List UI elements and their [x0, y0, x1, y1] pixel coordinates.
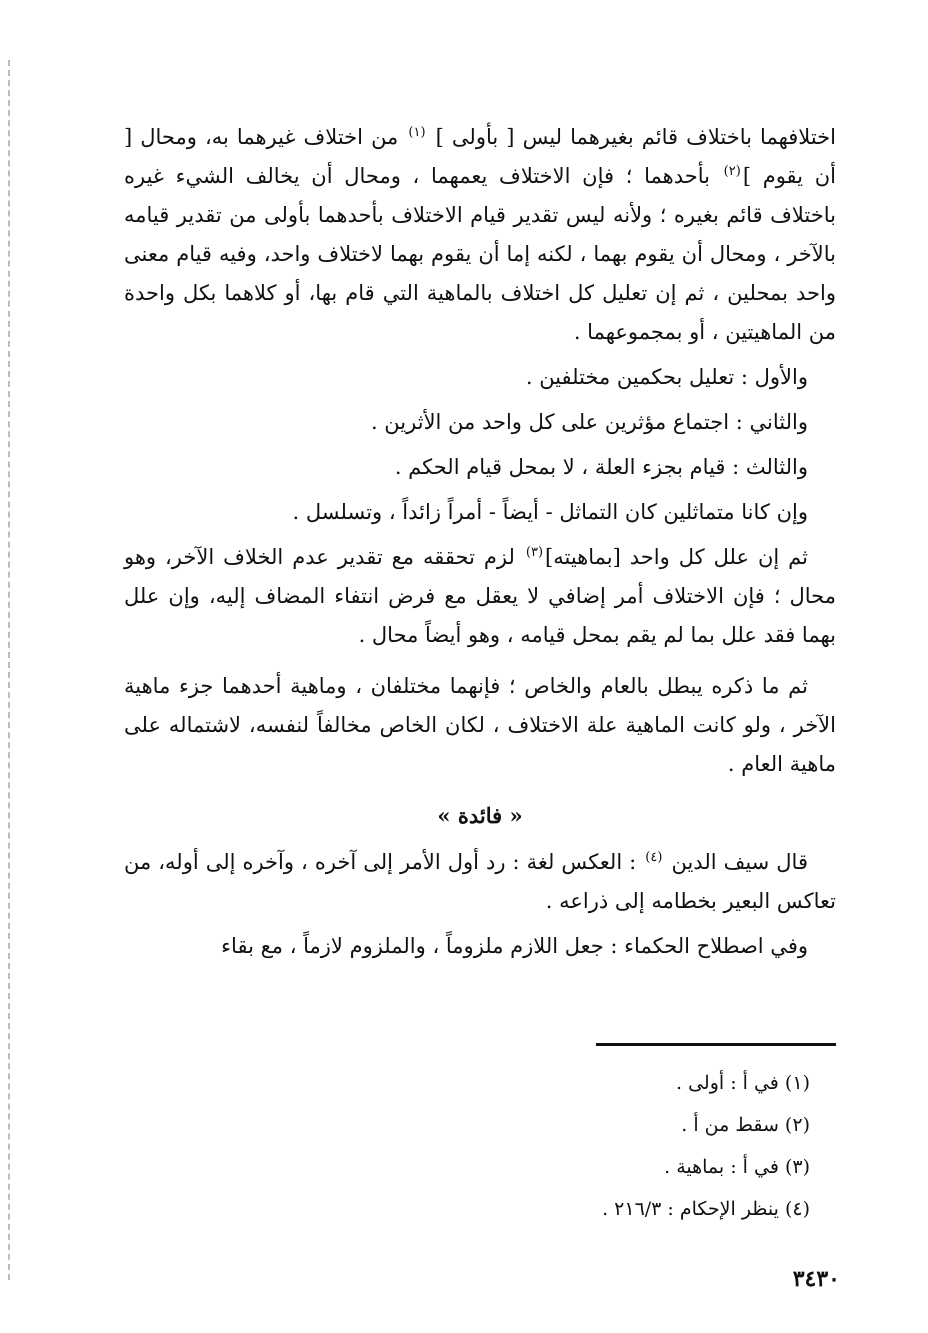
footnote-ref-1[interactable]: (١)	[408, 125, 426, 140]
scan-edge-mark	[8, 60, 10, 1280]
footnote-ref-4[interactable]: (٤)	[645, 850, 663, 865]
paragraph-1-part-b: من اختلاف غيرهما به، ومحال [ أن يقوم ]	[124, 125, 836, 188]
page-number: ٣٤٣٠	[792, 1266, 840, 1292]
footnote-4: (٤) ينظر الإحكام : ٢١٦/٣ .	[602, 1198, 810, 1220]
footnote-ref-3[interactable]: (٣)	[525, 545, 544, 560]
line-second-case: والثاني : اجتماع مؤثرين على كل واحد من الأثرين .	[370, 410, 808, 434]
paragraph-1	[124, 118, 836, 352]
line-first-case: والأول : تعليل بحكمين مختلفين .	[525, 365, 808, 389]
paragraph-1-part-a: اختلافهما باختلاف قائم بغيرهما ليس [ بأولى ]	[435, 125, 836, 149]
footnote-ref-2[interactable]: (٢)	[723, 164, 741, 179]
paragraph-8-part-b: : العكس لغة : رد أول الأمر إلى آخره ، وآخره إلى أوله، من تعاكس البعير بخطامه إلى ذراعه .	[124, 850, 836, 913]
paragraph-7: ثم ما ذكره يبطل بالعام والخاص ؛ فإنهما مختلفان ، وماهية أحدهما جزء ماهية الآخر ، ولو كانت الماهية علة الاختلاف ، لكان الخاص مخالفاً لنفسه، لاشتماله على ماهية العام .	[124, 674, 836, 776]
footnote-1: (١) في أ : أولى .	[676, 1072, 810, 1094]
footnotes	[310, 1062, 810, 1230]
main-text	[124, 118, 836, 966]
paragraph-8	[124, 843, 836, 921]
section-heading: « فائدة »	[437, 803, 523, 828]
paragraph-8-part-a: قال سيف الدين	[671, 850, 808, 874]
paragraph-1-part-c: بأحدهما ؛ فإن الاختلاف يعمهما ، ومحال أن يخالف الشيء غيره باختلاف قائم بغيره ؛ ولأنه ليس تقدير قيام الاختلاف بأحدهما بأولى من تقدير قيامه بالآخر ، ومحال أن يقوم بهما ، لكنه إما أن يقوم بهما لاختلاف واحد، وفيه قيام معنى واحد بمحلين ، ثم إن تعليل كل اختلاف بالماهية التي قام بها، أو كلاهما بكل واحدة من الماهيتين ، أو بمجموعهما .	[124, 164, 836, 344]
footnote-2: (٢) سقط من أ .	[681, 1114, 810, 1136]
footnote-separator	[596, 1043, 836, 1046]
paragraph-9: وفي اصطلاح الحكماء : جعل اللازم ملزوماً ، والملزوم لازماً ، مع بقاء	[221, 934, 808, 958]
line-fourth-case: وإن كانا متماثلين كان التماثل - أيضاً - أمراً زائداً ، وتسلسل .	[292, 500, 808, 524]
paragraph-6	[124, 538, 836, 655]
paragraph-6-part-a: ثم إن علل كل واحد [بماهيته]	[545, 545, 809, 569]
footnote-3: (٣) في أ : بماهية .	[664, 1156, 810, 1178]
paragraph-6-part-b: لزم تحققه مع تقدير عدم الخلاف الآخر، وهو محال ؛ فإن الاختلاف أمر إضافي لا يعقل مع فرض انتفاء المضاف إليه، وإن علل بهما فقد علل بما لم يقم بمحل قيامه ، وهو أيضاً محال .	[124, 545, 836, 647]
line-third-case: والثالث : قيام بجزء العلة ، لا بمحل قيام الحكم .	[394, 455, 808, 479]
